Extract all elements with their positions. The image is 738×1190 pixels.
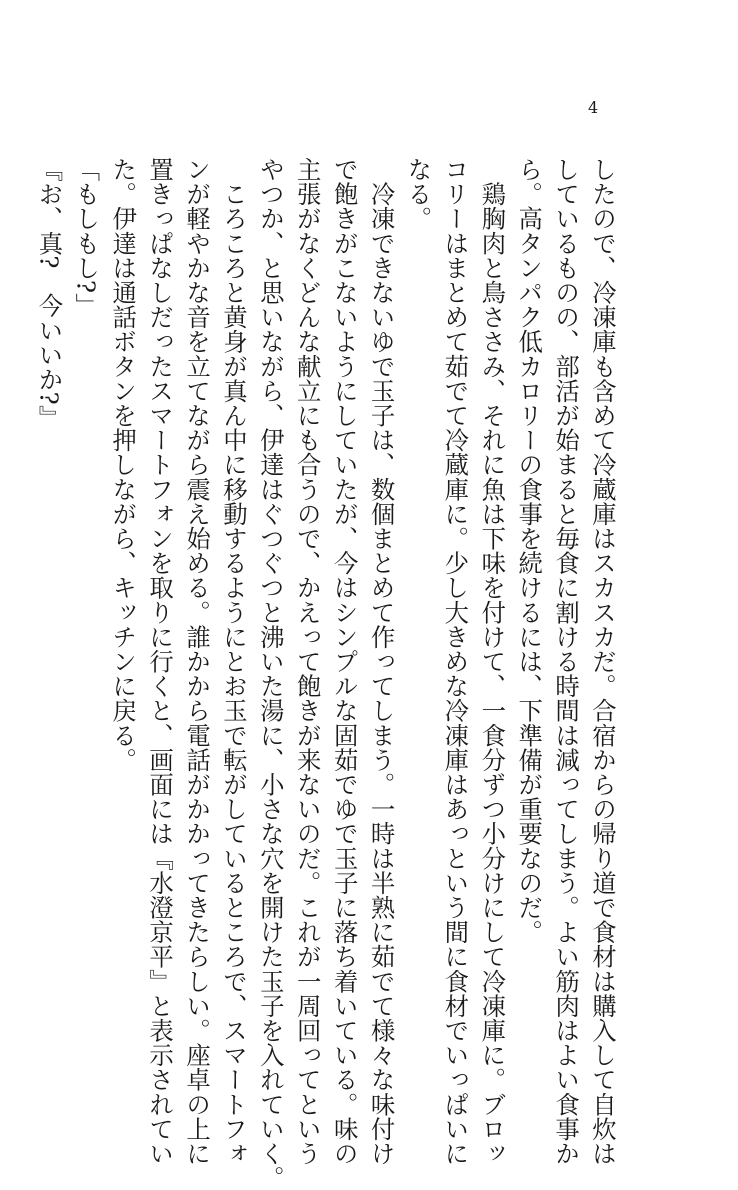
text-line: 『お、真? 今いいか?』 [34, 157, 64, 430]
text-line: 置きっぱなしだったスマートフォンを取りに行くと、画面には『水澄京平』と表示されてい [145, 157, 175, 1166]
text-line: コリーはまとめて茹でて冷蔵庫に。少し大きめな冷凍庫はあっという間に食材でいっぱいに [440, 157, 470, 1166]
text-line: で飽きがこないようにしていたが、今はシンプルな固茹でゆで玉子に落ち着いている。味の [329, 157, 359, 1166]
text-line: なる。 [403, 157, 433, 231]
text-line: ら。高タンパク低カロリーの食事を続けるには、下準備が重要なのだ。 [514, 157, 544, 945]
text-line: た。伊達は通話ボタンを押しながら、キッチンに戻る。 [108, 157, 138, 772]
vertical-text-body [34, 157, 620, 1190]
text-line: ンが軽やかな音を立てながら震え始める。誰かから電話がかかってきたらしい。座卓の上に [182, 157, 212, 1166]
text-line: 冷凍できないゆで玉子は、数個まとめて作ってしまう。一時は半熟に茹でて様々な味付け [366, 157, 396, 1166]
page-number: 4 [588, 98, 599, 117]
text-line: 主張がなくどんな献立にも合うので、かえって飽きが来ないのだ。これが一周回ってという [292, 157, 322, 1166]
text-line: したので、冷凍庫も含めて冷蔵庫はスカスカだ。合宿からの帰り道で食材は購入して自炊は [588, 157, 617, 1166]
text-line: ころころと黄身が真ん中に移動するようにとお玉で転がしているところで、スマートフォ [218, 157, 248, 1166]
text-line: しているものの、部活が始まると毎食に割ける時間は減ってしまう。よい筋肉はよい食事か [551, 157, 581, 1166]
text-line: やつか、と思いながら、伊達はぐつぐつと沸いた湯に、小さな穴を開けた玉子を入れていく。 [255, 157, 285, 1190]
text-line: 「もしもし?」 [71, 157, 101, 318]
text-line: 鶏胸肉と鳥ささみ、それに魚は下味を付けて、一食分ずつ小分けにして冷凍庫に。ブロッ [477, 157, 507, 1166]
